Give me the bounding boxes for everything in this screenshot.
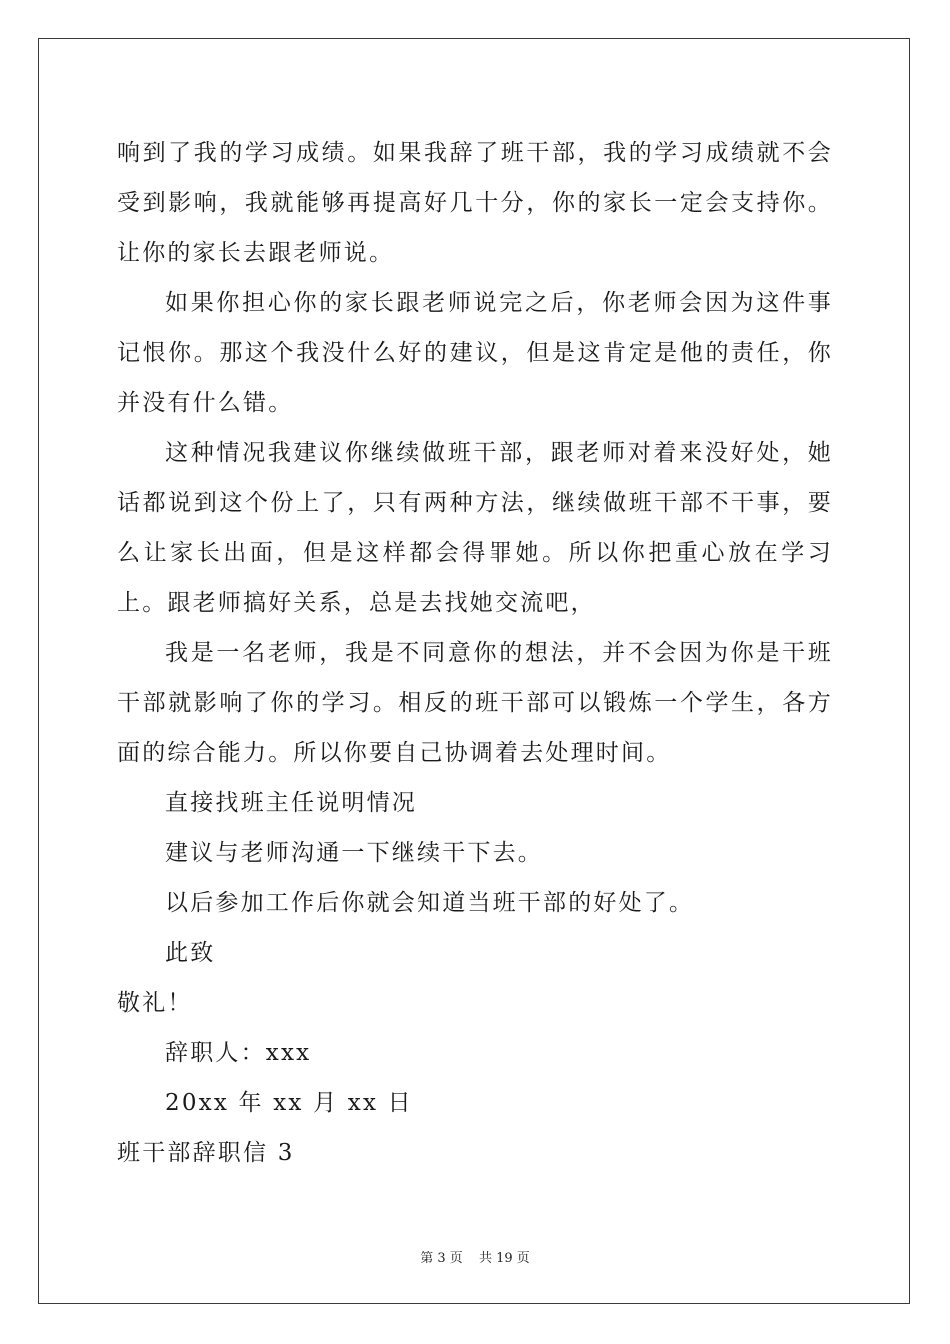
paragraph-5: 直接找班主任说明情况 — [165, 790, 417, 816]
page-number: 第 3 页 — [420, 1251, 463, 1266]
date-line: 20xx 年 xx 月 xx 日 — [165, 1090, 413, 1116]
paragraph-4: 我是一名老师，我是不同意你的想法，并不会因为你是干班干部就影响了你的学习。相反的班干部可以锻炼一个学生，各方面的综合能力。所以你要自己协调着去处理时间。 — [117, 640, 833, 766]
signer-line: 辞职人：xxx — [165, 1040, 312, 1066]
next-section-title: 班干部辞职信 3 — [117, 1140, 295, 1166]
paragraph-6: 建议与老师沟通一下继续干下去。 — [165, 840, 543, 866]
paragraph-1: 响到了我的学习成绩。如果我辞了班干部，我的学习成绩就不会受到影响，我就能够再提高好几十分，你的家长一定会支持你。让你的家长去跟老师说。 — [117, 140, 833, 266]
paragraph-7: 以后参加工作后你就会知道当班干部的好处了。 — [165, 890, 695, 916]
document-body — [117, 128, 833, 1178]
page-footer — [0, 1247, 950, 1266]
paragraph-3: 这种情况我建议你继续做班干部，跟老师对着来没好处，她话都说到这个份上了，只有两种方法，继续做班干部不干事，要么让家长出面，但是这样都会得罪她。所以你把重心放在学习上。跟老师搞好关系，总是去找她交流吧， — [117, 440, 833, 616]
closing-salutation: 此致 — [165, 940, 216, 966]
closing-regards: 敬礼！ — [117, 990, 193, 1016]
paragraph-2: 如果你担心你的家长跟老师说完之后，你老师会因为这件事记恨你。那这个我没什么好的建议，但是这肯定是他的责任，你并没有什么错。 — [117, 290, 833, 416]
page-total: 共 19 页 — [478, 1251, 530, 1266]
